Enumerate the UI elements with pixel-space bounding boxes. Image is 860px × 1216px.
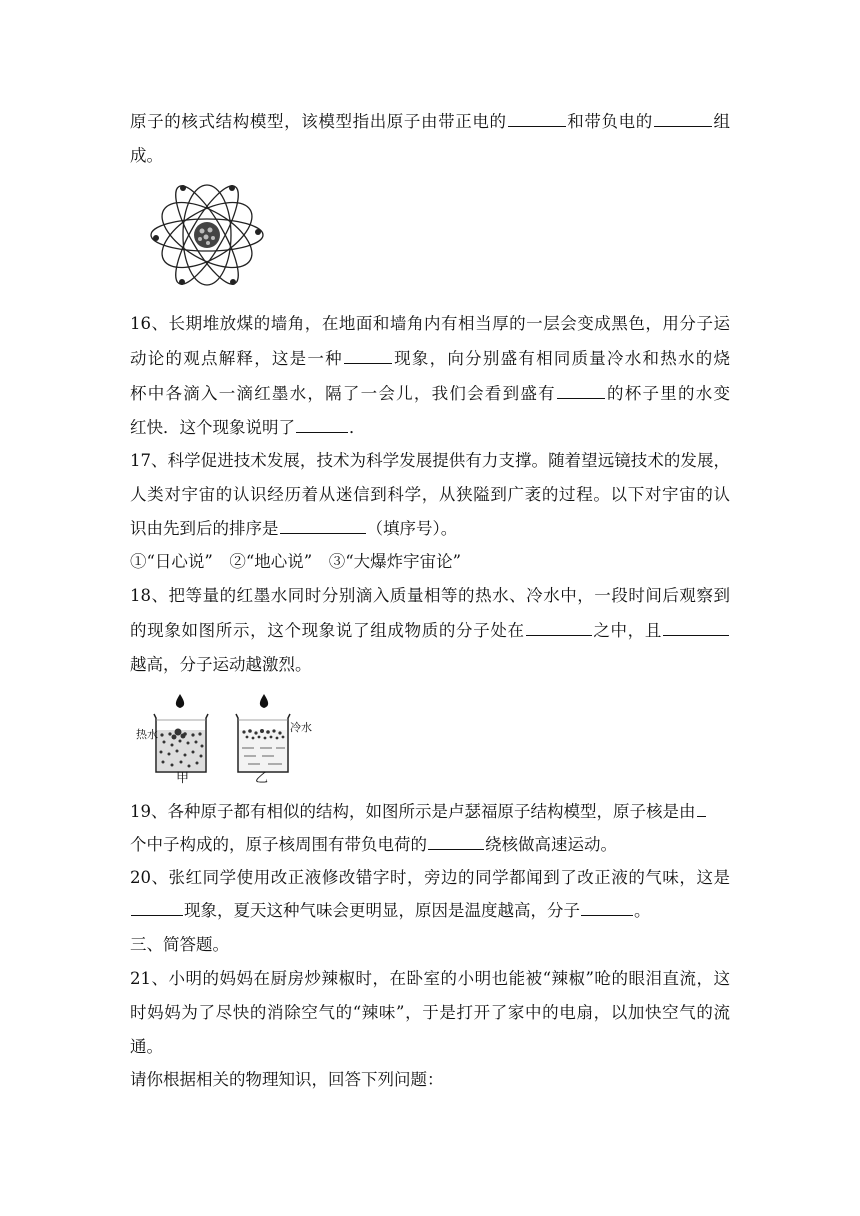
q20-line-2: 现象，夏天这种气味会更明显，原因是温度越高，分子 。 <box>130 900 730 922</box>
q16-line-4: 红快．这个现象说明了 ． <box>130 418 366 437</box>
q15-line-2: 成。 <box>130 146 163 165</box>
blank <box>344 348 392 364</box>
blank <box>663 620 729 636</box>
blank <box>654 111 712 127</box>
blank <box>131 900 183 916</box>
q16-line-1: 16、长期堆放煤的墙角，在地面和墙角内有相当厚的一层会变成黑色，用分子运 <box>130 314 730 333</box>
blank <box>526 620 592 636</box>
blank <box>296 417 348 433</box>
q21-line-4: 请你根据相关的物理知识，回答下列问题： <box>130 1070 444 1089</box>
label-hot-water: 热水 <box>136 728 158 741</box>
blank <box>557 383 605 399</box>
q16-line-2: 动论的观点解释，这是一种 现象，向分别盛有相同质量冷水和热水的烧 <box>130 349 731 368</box>
blank <box>280 518 366 534</box>
blank <box>508 111 566 127</box>
q20-line-1: 20、张红同学使用改正液修改错字时，旁边的同学都闻到了改正液的气味，这是 <box>130 868 730 887</box>
q18-line-3: 越高，分子运动越激烈。 <box>130 655 312 674</box>
beakers-figure <box>130 690 320 788</box>
blank <box>581 900 633 916</box>
q16-line-3: 杯中各滴入一滴红墨水，隔了一会儿，我们会看到盛有 的杯子里的水变 <box>130 384 731 403</box>
q21-line-1: 21、小明的妈妈在厨房炒辣椒时，在卧室的小明也能被“辣椒”呛的眼泪直流，这 <box>130 969 730 988</box>
q19-line-2: 个中子构成的，原子核周围有带负电荷的 绕核做高速运动。 <box>130 835 617 854</box>
q21-line-2: 时妈妈为了尽快的消除空气的“辣味”，于是打开了家中的电扇，以加快空气的流 <box>130 1003 730 1022</box>
q19-line-1: 19、各种原子都有相似的结构，如图所示是卢瑟福原子结构模型，原子核是由 <box>130 801 730 823</box>
q17-line-2: 人类对宇宙的认识经历着从迷信到科学，从狭隘到广袤的过程。以下对宇宙的认 <box>130 485 730 504</box>
q18-line-1: 18、把等量的红墨水同时分别滴入质量相等的热水、冷水中，一段时间后观察到 <box>130 586 730 605</box>
q18-line-2: 的现象如图所示，这个现象说了组成物质的分子处在 之中，且 <box>130 620 730 642</box>
blank <box>428 834 484 850</box>
ink-drop-icon <box>176 694 184 708</box>
atom-model-figure <box>148 180 266 290</box>
label-cold-water: 冷水 <box>290 721 312 734</box>
label-jia: 甲 <box>176 771 190 786</box>
label-yi: 乙 <box>255 771 269 786</box>
ink-drop-icon <box>260 694 268 708</box>
q17-options: ①“日心说” ②“地心说” ③“大爆炸宇宙论” <box>130 552 462 571</box>
q17-line-1: 17、科学促进技术发展，技术为科学发展提供有力支撑。随着望远镜技术的发展， <box>130 451 730 470</box>
q15-line-1: 原子的核式结构模型，该模型指出原子由带正电的 和带负电的 组 <box>130 112 731 131</box>
q21-line-3: 通。 <box>130 1037 163 1056</box>
blank <box>697 801 706 817</box>
section-heading: 三、简答题。 <box>130 935 229 954</box>
q17-line-3: 识由先到后的排序是 （填序号）。 <box>130 519 458 538</box>
